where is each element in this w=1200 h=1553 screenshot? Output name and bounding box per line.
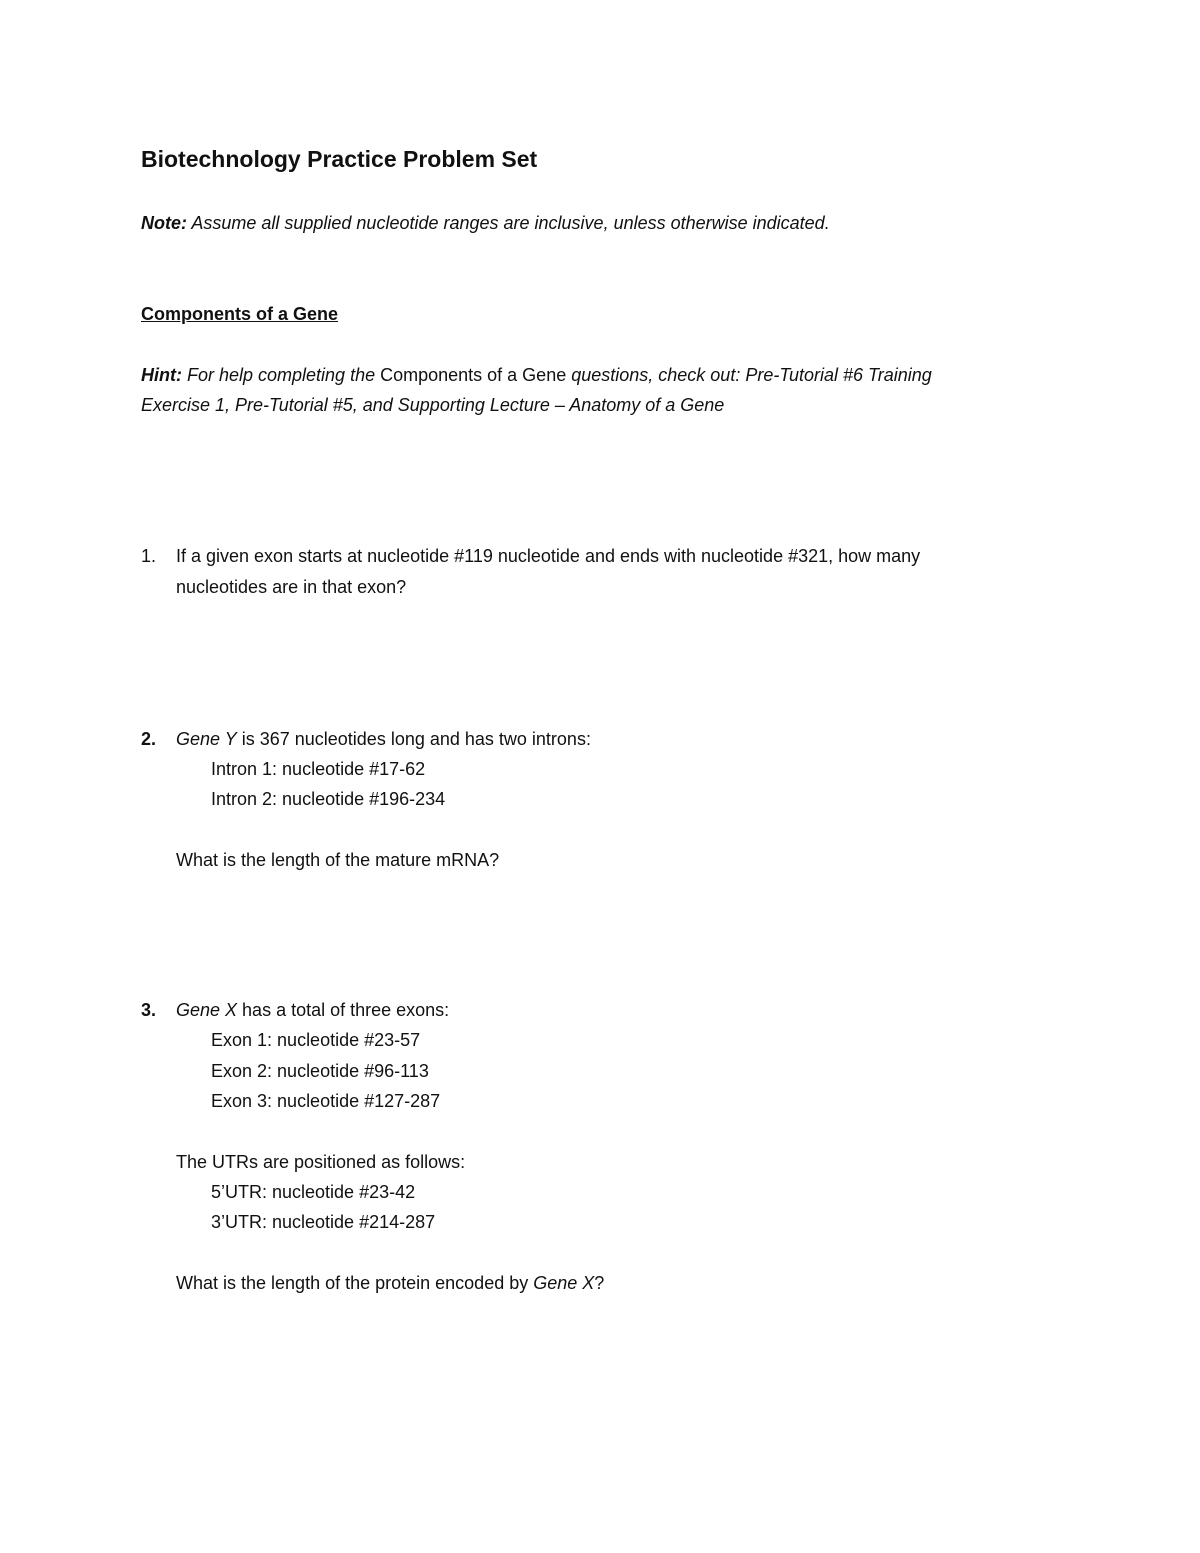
question-3-exon-3: Exon 3: nucleotide #127-287	[211, 1091, 441, 1111]
question-3-utr-5: 5’UTR: nucleotide #23-42	[211, 1182, 416, 1202]
question-2-gene: Gene Y	[176, 729, 237, 749]
question-3-exon-1: Exon 1: nucleotide #23-57	[211, 1030, 421, 1050]
question-3-question-mark: ?	[594, 1273, 605, 1293]
hint-topic: Components of a Gene	[380, 365, 567, 385]
note-paragraph	[141, 213, 830, 234]
question-3-number: 3.	[141, 1000, 157, 1020]
question-3-exon-2: Exon 2: nucleotide #96-113	[211, 1061, 429, 1081]
question-3-gene: Gene X	[176, 1000, 238, 1020]
question-3-question-gene: Gene X	[533, 1273, 595, 1293]
hint-line-2: Exercise 1, Pre-Tutorial #5, and Supporting Lecture – Anatomy of a Gene	[141, 395, 725, 415]
question-1-line-1: If a given exon starts at nucleotide #119 nucleotide and ends with nucleotide #321, how many	[176, 546, 921, 566]
question-2-question: What is the length of the mature mRNA?	[176, 850, 500, 870]
section-heading: Components of a Gene	[141, 304, 339, 324]
question-2-intro-text: is 367 nucleotides long and has two introns:	[236, 729, 591, 749]
question-2-intron-2: Intron 2: nucleotide #196-234	[211, 789, 446, 809]
question-3-question-text: What is the length of the protein encoded by	[176, 1273, 534, 1293]
question-1-number: 1.	[141, 546, 157, 566]
question-3-question	[176, 1273, 604, 1294]
question-1-line-2: nucleotides are in that exon?	[176, 577, 407, 597]
hint-text-b: questions, check out: Pre-Tutorial #6 Training	[566, 365, 932, 385]
page-title: Biotechnology Practice Problem Set	[141, 146, 538, 172]
hint-text-a: For help completing the	[181, 365, 381, 385]
question-2-number: 2.	[141, 729, 157, 749]
note-label: Note:	[141, 213, 187, 233]
note-text: Assume all supplied nucleotide ranges are inclusive, unless otherwise indicated.	[187, 213, 830, 233]
question-2-intro	[176, 729, 591, 750]
question-3-utr-intro: The UTRs are positioned as follows:	[176, 1152, 466, 1172]
question-3-intro	[176, 1000, 449, 1021]
hint-label: Hint:	[141, 365, 182, 385]
hint-line-1	[141, 365, 932, 386]
question-3-utr-3: 3’UTR: nucleotide #214-287	[211, 1212, 436, 1232]
question-2-intron-1: Intron 1: nucleotide #17-62	[211, 759, 426, 779]
question-3-intro-text: has a total of three exons:	[237, 1000, 450, 1020]
